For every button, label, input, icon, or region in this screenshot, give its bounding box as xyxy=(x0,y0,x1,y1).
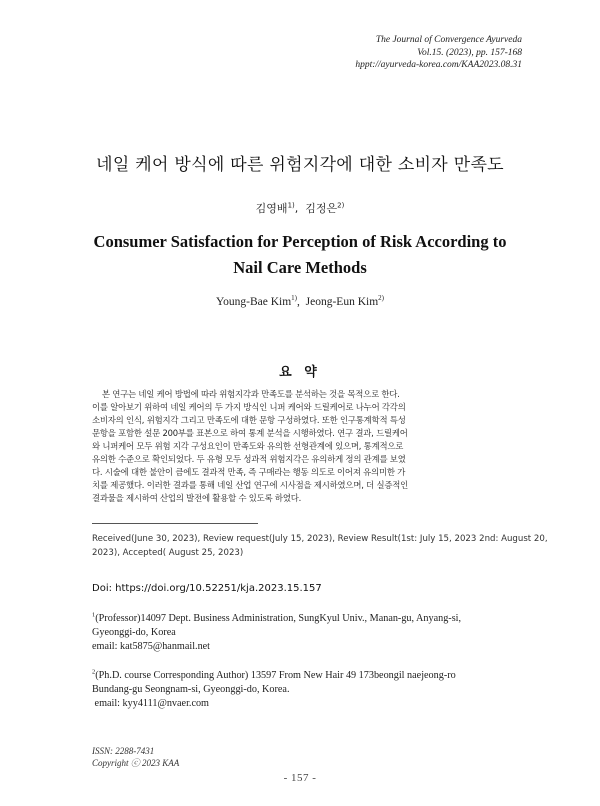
affiliation-1-mark: 1 xyxy=(92,611,96,619)
abstract-line: 치를 제공했다. 이러한 결과를 통해 네일 산업 연구에 시사점을 제시하였으며, 더 실증적인 xyxy=(92,480,409,490)
affiliation-2-line-1: (Ph.D. course Corresponding Author) 13597 From New Hair 49 173beongil naejeong-ro xyxy=(95,670,456,681)
affiliation-1-line-2: Gyeonggi-do, Korea xyxy=(92,627,176,638)
issn: ISSN: 2288-7431 xyxy=(92,746,155,756)
english-title xyxy=(70,229,530,281)
abstract-heading: 요 약 xyxy=(279,365,321,380)
affiliation-1-line-1: (Professor)14097 Dept. Business Administration, SungKyul Univ., Manan-gu, Anyang-si, xyxy=(95,613,462,624)
korean-author-2-mark: 2) xyxy=(337,201,345,210)
korean-authors xyxy=(0,200,600,216)
journal-url: hppt://ayurveda-korea.com/KAA2023.08.31 xyxy=(355,60,522,70)
abstract-line: 와 니퍼케어 모두 위험 지각 구성요인이 만족도와 유의한 선형관계에 있으며, 통계적으로 xyxy=(92,441,404,451)
abstract-line: 소비자의 인식, 위험지각 그리고 만족도에 대한 문항 구성하였다. 또한 인구통계학적 특성 xyxy=(92,415,406,425)
english-author-1: Young-Bae Kim xyxy=(215,296,292,308)
english-title-line-1: Consumer Satisfaction for Perception of Risk According to xyxy=(93,232,507,251)
received-line-1: Received(June 30, 2023), Review request(July 15, 2023), Review Result(1st: July 15, 2023 2nd: August 20, xyxy=(92,534,548,544)
affiliation-2-email[interactable]: email: kyy4111@nvaer.com xyxy=(92,698,209,709)
received-dates xyxy=(92,532,548,560)
korean-title: 네일 케어 방식에 따른 위험지각에 대한 소비자 만족도 xyxy=(96,155,504,175)
journal-volume: Vol.15. (2023), pp. 157-168 xyxy=(417,47,522,58)
abstract-line: 유의한 수준으로 확인되었다. 두 유형 모두 성과적 위험지각은 유의하게 정의 관계를 보였 xyxy=(92,454,406,464)
english-author-2-mark: 2) xyxy=(378,294,384,303)
affiliation-1 xyxy=(92,612,522,654)
korean-author-2: 김정은 xyxy=(305,202,338,215)
english-author-2: Jeong-Eun Kim xyxy=(305,296,379,308)
korean-author-1-mark: 1) xyxy=(287,201,295,210)
english-author-1-mark: 1) xyxy=(291,294,298,303)
korean-author-1: 김영배 xyxy=(255,202,288,215)
copyright: Copyright ⓒ 2023 KAA xyxy=(92,758,180,768)
journal-header xyxy=(355,34,522,72)
abstract-line: 결과물을 제시하여 산업의 발전에 활용할 수 있도록 하였다. xyxy=(92,493,302,503)
abstract-line: 본 연구는 네일 케어 방법에 따라 위험지각과 만족도를 분석하는 것을 목적으로 한다. xyxy=(92,389,400,399)
english-title-line-2: Nail Care Methods xyxy=(233,258,367,277)
abstract-line: 문항을 포함한 설문 200부를 표본으로 하여 통계 분석을 시행하였다. 연구 결과, 드릴케어 xyxy=(92,428,408,438)
abstract-line: 다. 시술에 대한 불안이 큼에도 결과적 만족, 즉 구매라는 행동 의도로 이어져 유의미한 가 xyxy=(92,467,406,477)
received-line-2: 2023), Accepted( August 25, 2023) xyxy=(92,548,244,558)
english-author-separator: , xyxy=(297,296,306,308)
issn-block xyxy=(92,745,179,769)
page-number: - 157 - xyxy=(283,772,317,784)
affiliation-2-line-2: Bundang-gu Seongnam-si, Gyeonggi-do, Korea. xyxy=(92,684,290,695)
journal-name: The Journal of Convergence Ayurveda xyxy=(375,35,522,45)
footnote-divider xyxy=(92,523,258,524)
abstract-line: 이를 알아보기 위하여 네일 케어의 두 가지 방식인 니퍼 케어와 드릴케어로 나누어 각각의 xyxy=(92,402,406,412)
korean-author-separator: , xyxy=(294,202,306,215)
affiliation-1-email[interactable]: email: kat5875@hanmail.net xyxy=(92,641,211,652)
affiliation-2 xyxy=(92,669,522,711)
affiliation-2-mark: 2 xyxy=(92,668,96,676)
abstract-body xyxy=(92,388,518,505)
doi-link[interactable]: Doi: https://doi.org/10.52251/kja.2023.15.157 xyxy=(92,583,322,594)
english-authors xyxy=(0,296,600,308)
